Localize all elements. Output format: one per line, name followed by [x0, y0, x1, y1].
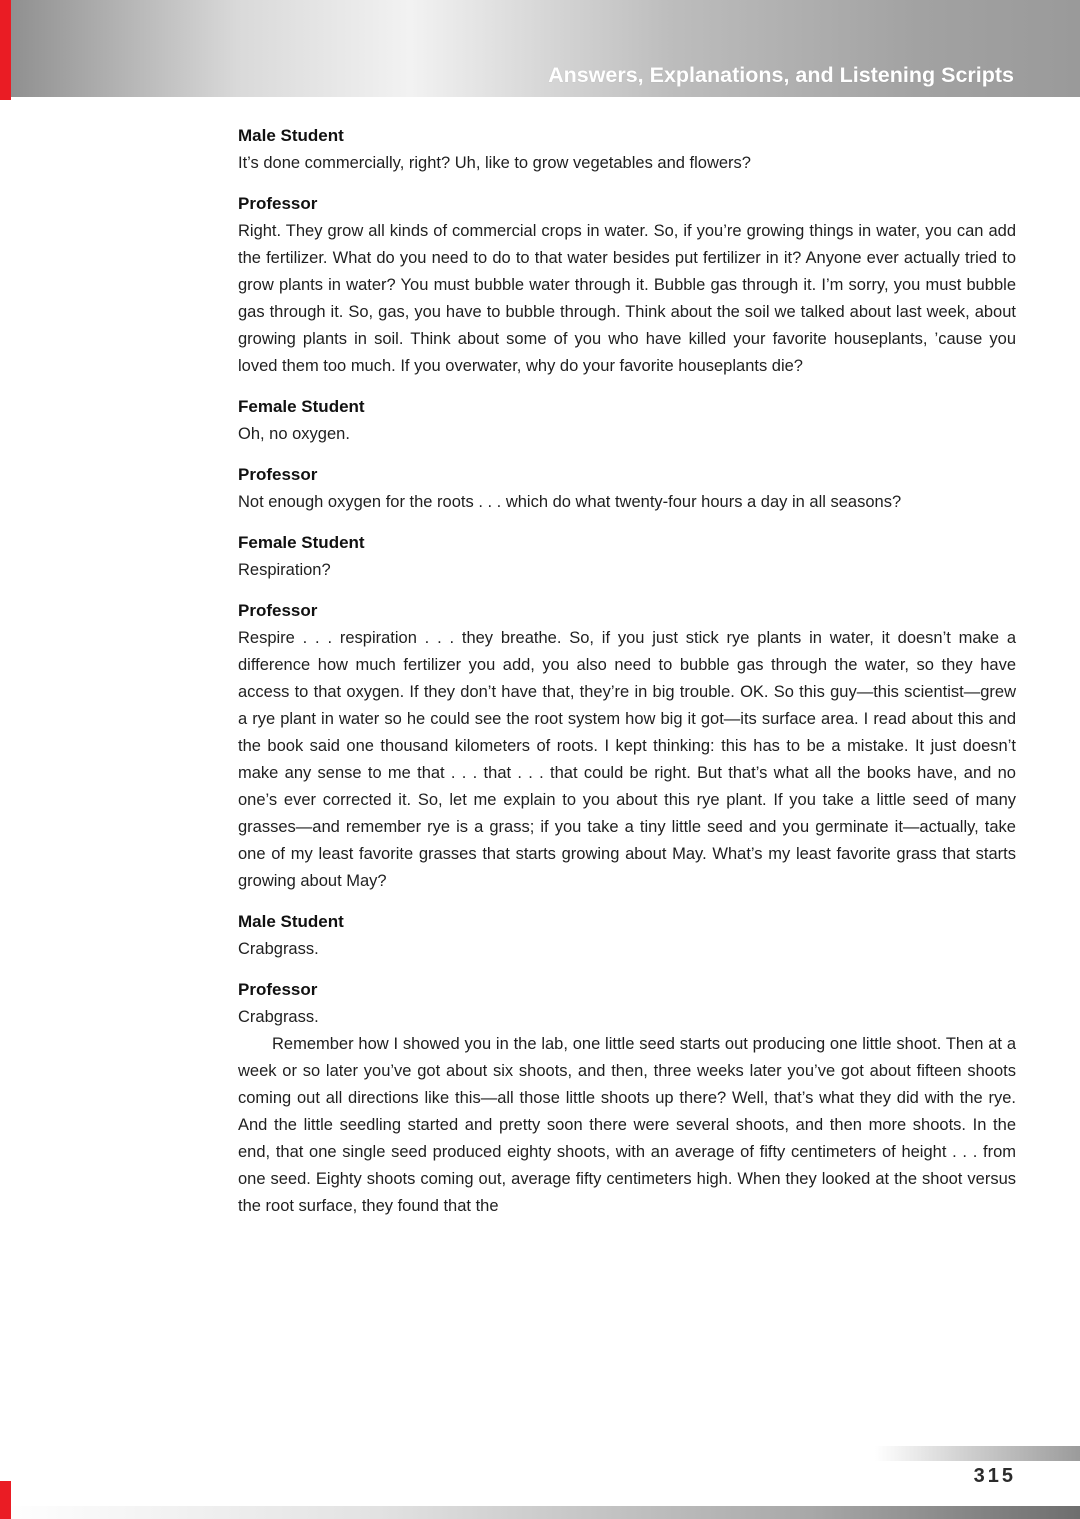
speech-paragraph: Remember how I showed you in the lab, one little seed starts out producing one little shoot. Then at a week or so later you’ve got about six shoots, and then, three weeks later you’ve got about fifteen shoots coming out all directions like this—all those little shoots up there? Well, that’s what they did with the rye. And the little seedling started and pretty soon there were several shoots, and then more shoots. In the end, that one single seed produced eighty shoots, with an average of fifty centimeters of height . . . from one seed. Eighty shoots coming out, average fifty centimeters high. When they looked at the shoot versus the root surface, they found that the — [238, 1035, 1016, 1215]
page-number: 315 — [973, 1465, 1016, 1487]
page-header-band — [0, 0, 1080, 97]
transcript-block — [238, 393, 1016, 448]
speaker-label: Female Student — [238, 397, 365, 416]
transcript-block — [238, 461, 1016, 516]
speaker-label: Male Student — [238, 126, 344, 145]
speech-paragraph: Oh, no oxygen. — [238, 425, 350, 443]
speaker-label: Professor — [238, 601, 318, 620]
speaker-label: Female Student — [238, 533, 365, 552]
speaker-label: Professor — [238, 465, 318, 484]
speech-paragraph: It’s done commercially, right? Uh, like to grow vegetables and flowers? — [238, 154, 751, 172]
transcript-block — [238, 597, 1016, 895]
bottom-gradient-band — [0, 1506, 1080, 1519]
speech-paragraph: Not enough oxygen for the roots . . . which do what twenty-four hours a day in all seasons? — [238, 493, 902, 511]
speaker-label: Male Student — [238, 912, 344, 931]
red-accent-stripe-top — [0, 0, 11, 100]
page-header-title: Answers, Explanations, and Listening Scripts — [548, 63, 1014, 87]
footer-gradient-strip — [875, 1446, 1080, 1461]
transcript-block — [238, 190, 1016, 380]
transcript-block — [238, 976, 1016, 1220]
speech-paragraph: Respiration? — [238, 561, 331, 579]
speaker-label: Professor — [238, 194, 318, 213]
speech-paragraph: Crabgrass. — [238, 940, 319, 958]
speaker-label: Professor — [238, 980, 318, 999]
transcript-block — [238, 908, 1016, 963]
transcript — [238, 122, 1016, 1233]
transcript-block — [238, 529, 1016, 584]
transcript-block — [238, 122, 1016, 177]
speech-paragraph: Respire . . . respiration . . . they breathe. So, if you just stick rye plants in water, it doesn’t make a difference how much fertilizer you add, you also need to bubble gas through the water, so they have access to that oxygen. If they don’t have that, they’re in big trouble. OK. So this guy—this scientist—grew a rye plant in water so he could see the root system how big it got—its surface area. I read about this and the book said one thousand kilometers of roots. I kept thinking: this has to be a mistake. It just doesn’t make any sense to me that . . . that . . . that could be right. But that’s what all the books have, and no one’s ever corrected it. So, let me explain to you about this rye plant. If you take a little seed of many grasses—and remember rye is a grass; if you take a tiny little seed and you germinate it—actually, take one of my least favorite grasses that starts growing about May. What’s my least favorite grass that starts growing about May? — [238, 629, 1016, 890]
speech-paragraph: Right. They grow all kinds of commercial crops in water. So, if you’re growing things in water, you can add the fertilizer. What do you need to do to that water besides put fertilizer in it? Anyone ever actually tried to grow plants in water? You must bubble water through it. Bubble gas through it. I’m sorry, you must bubble gas through it. So, gas, you have to bubble through. Think about the soil we talked about last week, about growing plants in soil. Think about some of you who have killed your favorite houseplants, ’cause you loved them too much. If you overwater, why do your favorite houseplants die? — [238, 222, 1016, 375]
red-accent-stripe-bottom — [0, 1481, 11, 1519]
speech-paragraph: Crabgrass. — [238, 1008, 319, 1026]
